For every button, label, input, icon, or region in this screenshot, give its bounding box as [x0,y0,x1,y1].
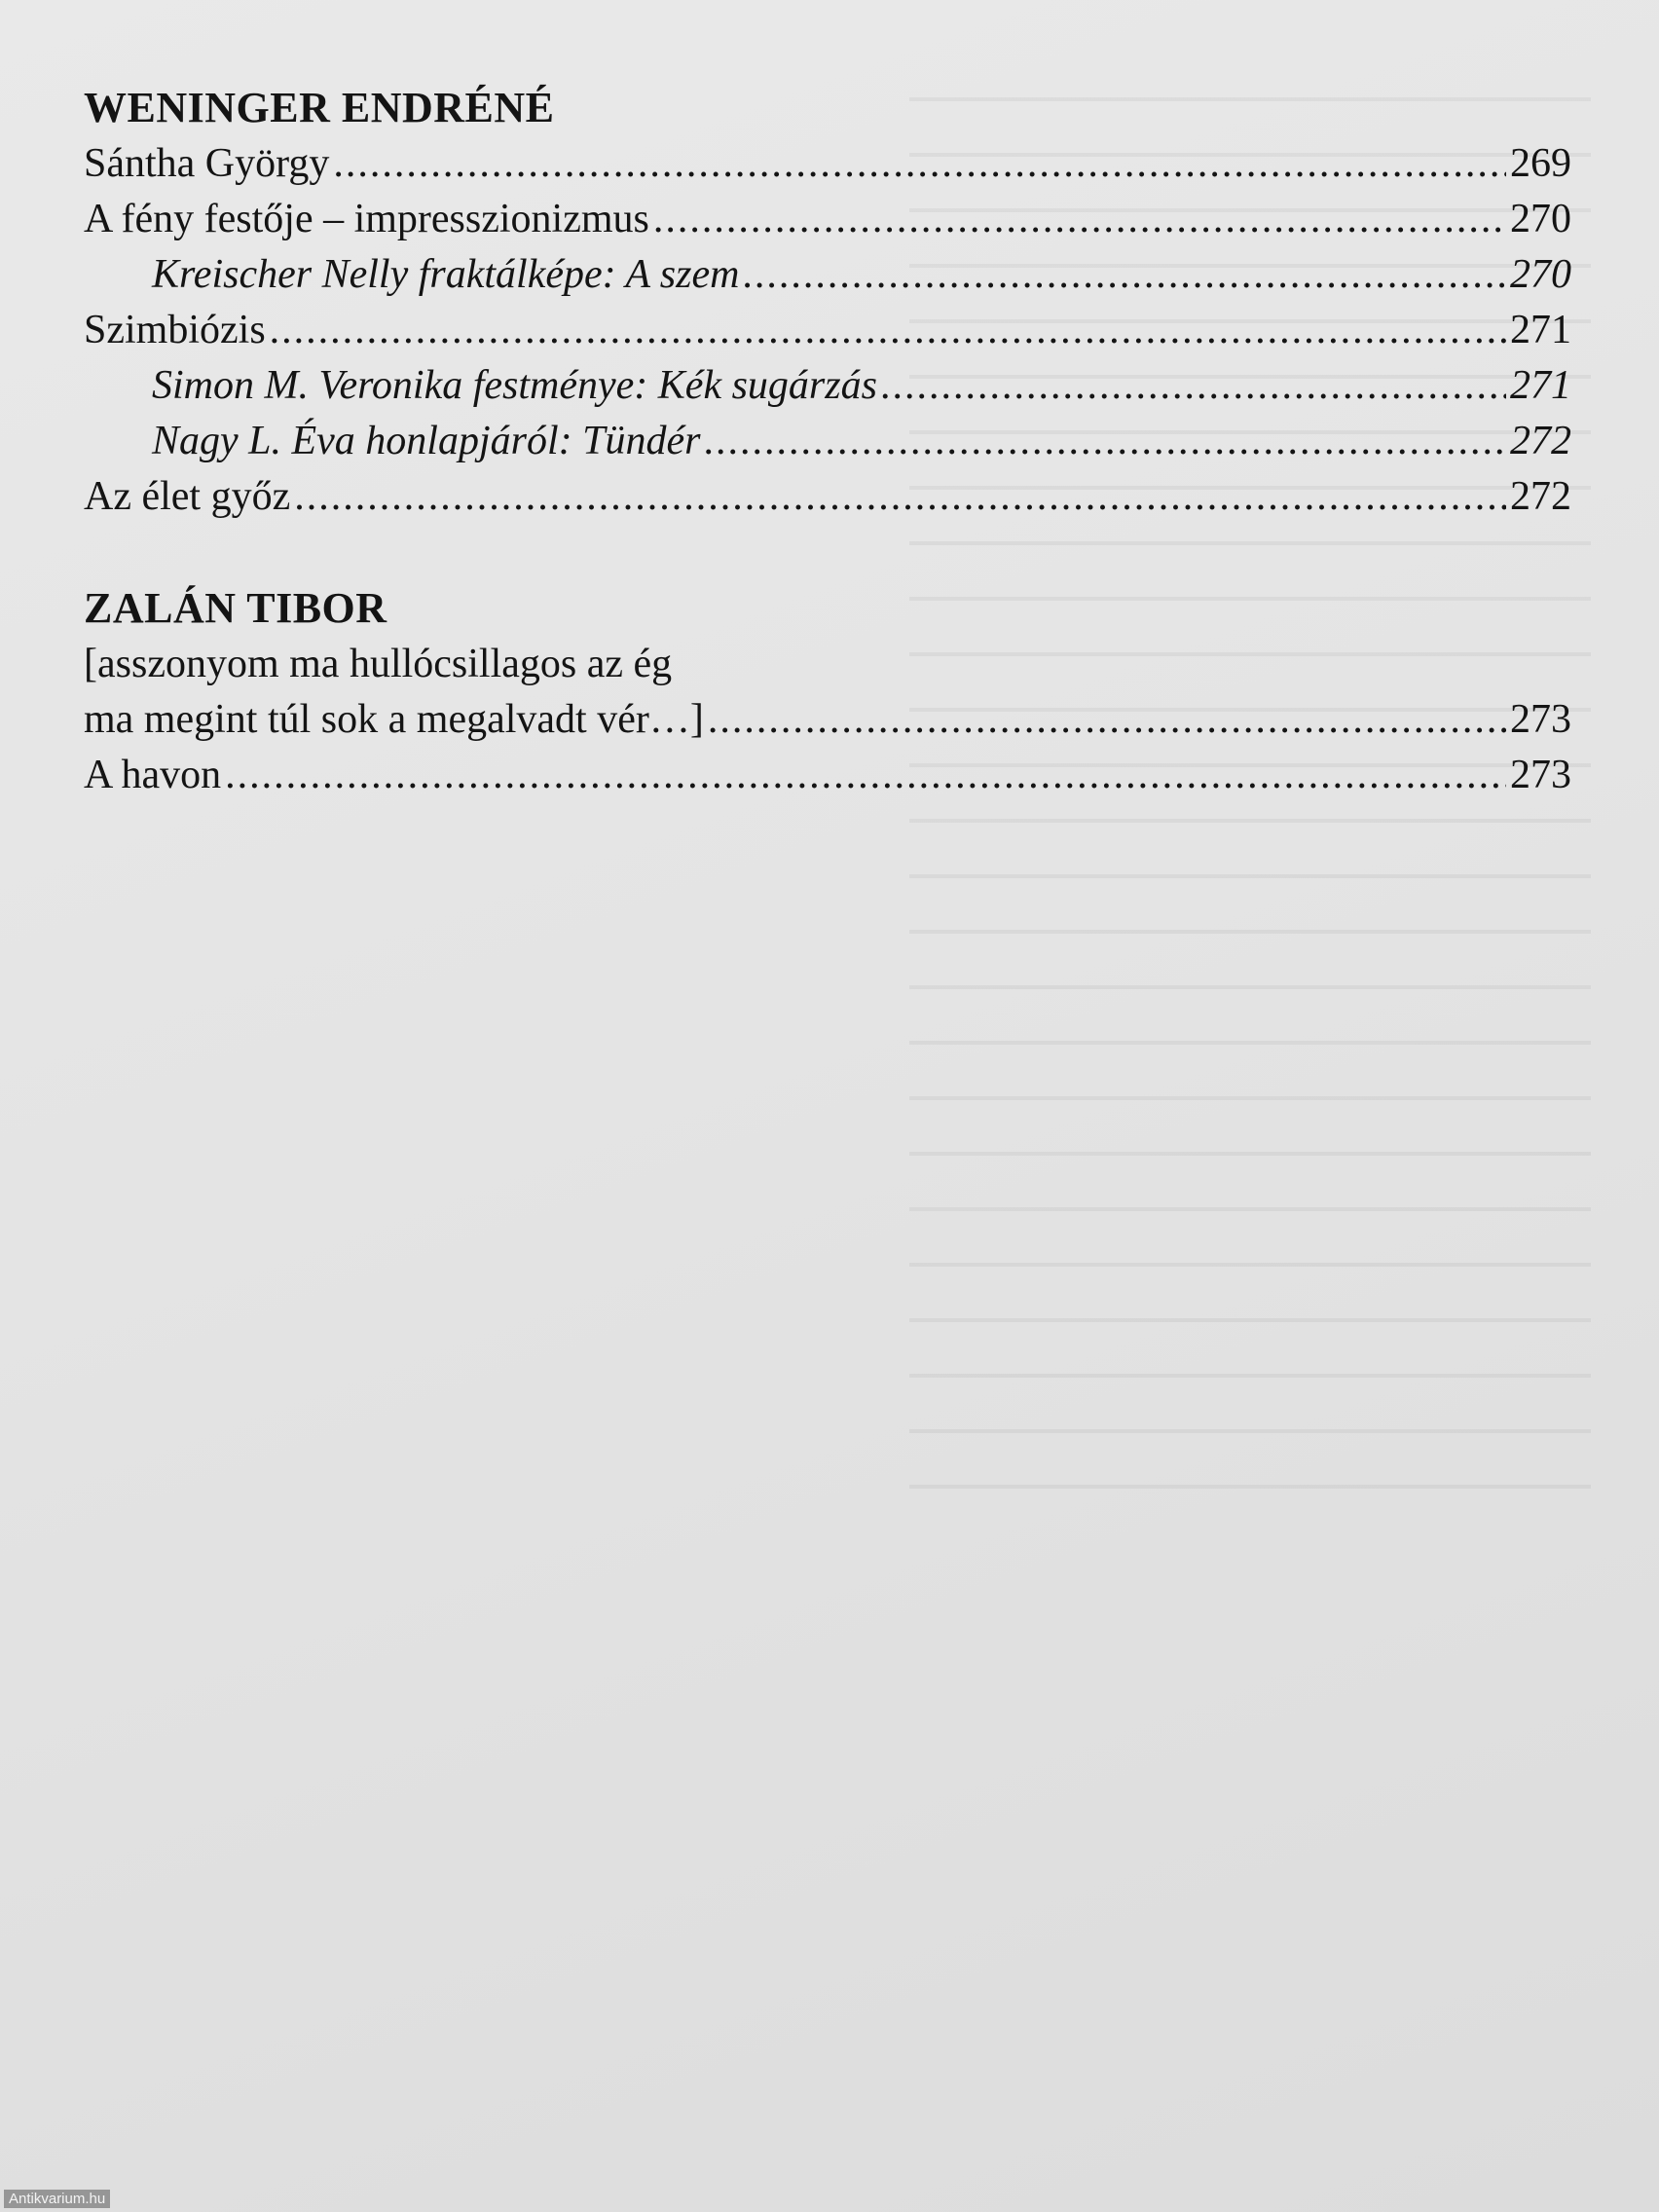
toc-entry [84,692,1571,748]
dot-leader [881,358,1506,414]
entry-title: A fény festője – impresszionizmus [84,197,649,241]
dot-leader [225,748,1506,803]
entry-title: Nagy L. Éva honlapjáról: Tündér [152,419,701,463]
toc-subentry [84,358,1571,414]
entry-page-number: 272 [1510,419,1571,463]
toc-entry [84,136,1571,192]
entry-title: Az élet győz [84,474,291,519]
toc-subentry [84,414,1571,469]
entry-page-number: 273 [1510,753,1571,797]
toc-entry [84,303,1571,358]
entry-page-number: 271 [1510,363,1571,408]
toc-entry [84,192,1571,247]
dot-leader [653,192,1506,247]
dot-leader [333,136,1506,192]
watermark: Antikvarium.hu [4,2190,110,2208]
dot-leader [270,303,1506,358]
entry-title: Szimbiózis [84,308,266,352]
entry-title: A havon [84,753,222,797]
entry-title: Kreischer Nelly fraktálképe: A szem [152,252,740,297]
author-heading: ZALÁN TIBOR [84,584,387,632]
entry-page-number: 269 [1510,141,1571,186]
entry-title-first-line: [asszonyom ma hullócsillagos az ég [84,642,673,686]
entry-page-number: 273 [1510,697,1571,742]
toc-section-zalan [84,580,1571,803]
entry-title: Sántha György [84,141,330,186]
toc-subentry [84,247,1571,303]
entry-page-number: 270 [1510,197,1571,241]
toc-entry [84,748,1571,803]
entry-page-number: 272 [1510,474,1571,519]
author-heading: WENINGER ENDRÉNÉ [84,84,555,131]
dot-leader [708,692,1506,748]
toc-entry [84,469,1571,525]
dot-leader [705,414,1507,469]
entry-title: ma megint túl sok a megalvadt vér…] [84,697,704,742]
entry-page-number: 270 [1510,252,1571,297]
entry-title: Simon M. Veronika festménye: Kék sugárzás [152,363,877,408]
dot-leader [294,469,1506,525]
dot-leader [743,247,1506,303]
toc-section-weninger [84,80,1571,525]
entry-page-number: 271 [1510,308,1571,352]
